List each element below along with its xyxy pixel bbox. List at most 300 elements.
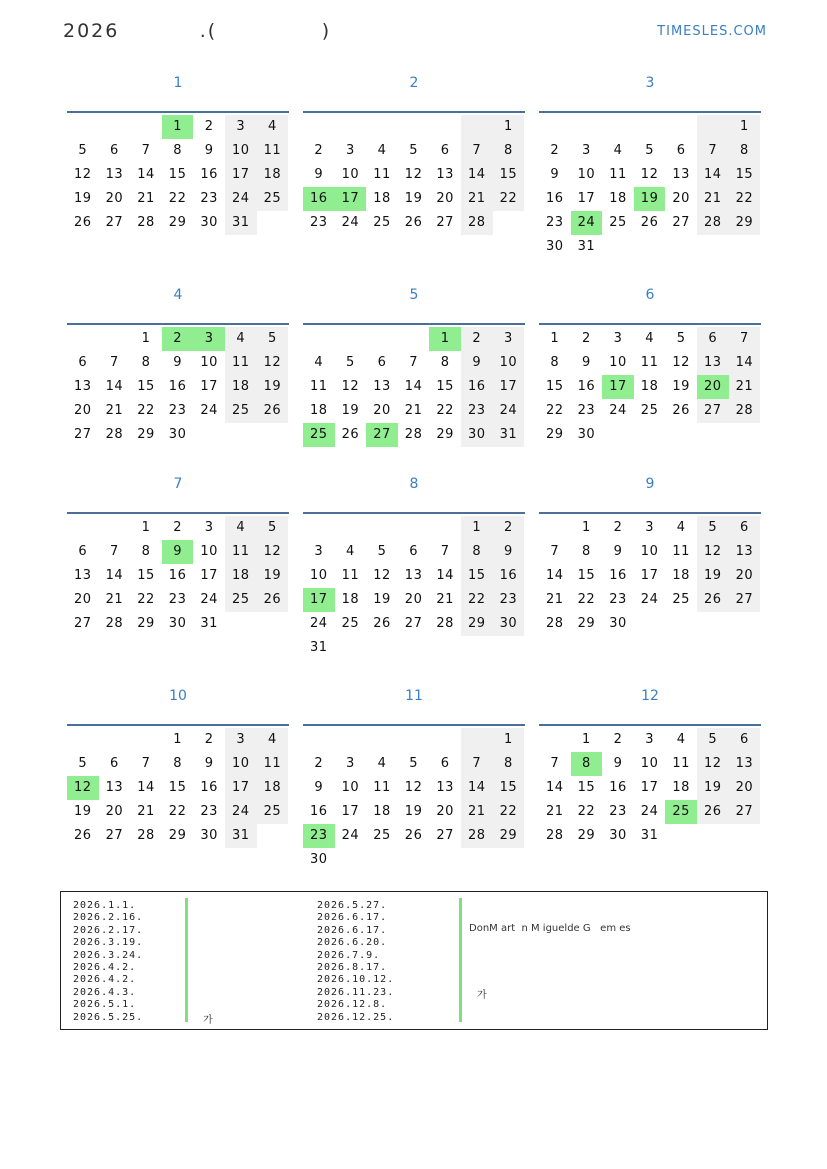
day-cell: 1: [141, 331, 151, 346]
day-cell: 21: [105, 592, 124, 607]
day-cell: 7: [461, 139, 493, 163]
day-cell: 12: [404, 780, 423, 795]
day-cell: 30: [461, 423, 493, 447]
day-cell: 29: [729, 211, 761, 235]
holiday-marker-bar-left: [185, 898, 188, 1022]
day-cell: 1: [582, 520, 591, 535]
day-cell: 3: [493, 327, 525, 351]
day-cell: 29: [137, 427, 155, 442]
day-cell: 25: [225, 588, 257, 612]
holiday-date: 2026.10.12.: [317, 974, 395, 986]
month-divider: [303, 512, 525, 514]
day-cell: 21: [461, 800, 493, 824]
month-divider: [67, 724, 289, 726]
day-cell: 10: [225, 139, 257, 163]
day-cell: 2: [204, 732, 214, 747]
day-cell-empty: [366, 516, 398, 540]
day-cell-empty: [303, 728, 335, 752]
month-day-grid: [67, 115, 288, 235]
day-cell: 20: [105, 804, 124, 819]
day-cell: 20: [373, 403, 391, 418]
day-cell: 15: [436, 379, 454, 394]
day-cell-empty: [303, 115, 335, 139]
day-cell: 1: [729, 115, 761, 139]
day-cell: 22: [168, 191, 187, 206]
day-cell: 10: [200, 355, 218, 370]
day-cell: 21: [105, 403, 124, 418]
day-cell: 9: [613, 756, 623, 771]
day-cell: 28: [461, 824, 493, 848]
day-cell: 18: [341, 592, 360, 607]
day-cell: 22: [168, 804, 187, 819]
day-cell: 9: [204, 756, 214, 771]
month-day-grid: [303, 327, 524, 447]
day-cell: 5: [676, 331, 686, 346]
day-cell: 3: [314, 544, 324, 559]
day-cell: 6: [78, 544, 88, 559]
day-cell: 11: [225, 540, 257, 564]
day-cell: 17: [200, 379, 218, 394]
day-cell-holiday: 23: [303, 824, 335, 848]
day-cell: 8: [461, 540, 493, 564]
day-cell: 12: [640, 167, 659, 182]
day-cell: 27: [436, 828, 454, 843]
day-cell: 26: [74, 828, 92, 843]
day-cell: 25: [373, 828, 391, 843]
holiday-date: 2026.3.24.: [73, 949, 144, 961]
day-cell: 15: [168, 167, 187, 182]
month-day-grid: [303, 115, 524, 235]
day-cell: 4: [377, 756, 387, 771]
day-cell: 28: [137, 215, 155, 230]
day-cell-holiday: 1: [162, 115, 194, 139]
day-cell: 17: [225, 776, 257, 800]
day-cell: 1: [141, 520, 151, 535]
holiday-date: 2026.12.25.: [317, 1011, 395, 1023]
day-cell: 13: [436, 780, 454, 795]
holiday-date: 2026.4.2.: [73, 974, 137, 986]
day-cell: 4: [377, 143, 387, 158]
day-cell: 31: [577, 239, 596, 254]
day-cell: 30: [493, 612, 525, 636]
day-cell: 22: [436, 403, 454, 418]
day-cell: 21: [137, 191, 155, 206]
day-cell: 9: [314, 167, 324, 182]
day-cell: 9: [204, 143, 214, 158]
day-cell-holiday: 12: [67, 776, 99, 800]
day-cell: 23: [493, 588, 525, 612]
day-cell: 19: [74, 804, 92, 819]
day-cell: 19: [257, 375, 289, 399]
day-cell: 6: [729, 516, 761, 540]
day-cell: 30: [200, 215, 218, 230]
day-cell: 26: [74, 215, 92, 230]
day-cell: 25: [257, 187, 289, 211]
day-cell: 6: [729, 728, 761, 752]
day-cell: 10: [640, 544, 659, 559]
day-cell: 26: [672, 403, 690, 418]
day-cell: 26: [404, 215, 423, 230]
holiday-date: 2026.6.17.: [317, 924, 388, 936]
day-cell-empty: [335, 728, 367, 752]
month-day-grid: [539, 728, 760, 848]
day-cell: 23: [546, 215, 564, 230]
holiday-date: 2026.8.17.: [317, 962, 388, 974]
day-cell-holiday: 19: [634, 187, 666, 211]
day-cell: 13: [729, 540, 761, 564]
day-cell: 28: [105, 616, 124, 631]
day-cell: 23: [168, 403, 187, 418]
day-cell: 31: [640, 828, 659, 843]
day-cell: 10: [341, 780, 360, 795]
day-cell: 26: [697, 800, 729, 824]
day-cell: 2: [582, 331, 591, 346]
day-cell: 25: [341, 616, 360, 631]
day-cell: 22: [577, 804, 596, 819]
day-cell: 30: [546, 239, 564, 254]
day-cell: 25: [257, 800, 289, 824]
day-cell: 11: [225, 351, 257, 375]
day-cell-empty: [398, 728, 430, 752]
day-cell: 26: [257, 588, 289, 612]
month-divider: [303, 111, 525, 113]
month-divider: [67, 323, 289, 325]
day-cell: 2: [314, 756, 324, 771]
day-cell: 19: [373, 592, 391, 607]
day-cell: 19: [341, 403, 360, 418]
day-cell: 9: [550, 167, 560, 182]
day-cell-empty: [67, 115, 99, 139]
day-cell: 13: [74, 568, 92, 583]
day-cell-empty: [366, 728, 398, 752]
day-cell: 27: [105, 215, 124, 230]
day-cell: 22: [493, 800, 525, 824]
day-cell: 14: [729, 351, 761, 375]
day-cell: 27: [404, 616, 423, 631]
day-cell: 22: [577, 592, 596, 607]
holiday-note-right-1: DonM art n M iguelde G em es: [469, 923, 631, 934]
month-title: 1: [173, 75, 183, 91]
day-cell-empty: [461, 728, 493, 752]
day-cell: 18: [672, 780, 690, 795]
day-cell: 1: [493, 115, 525, 139]
day-cell: 6: [697, 327, 729, 351]
day-cell-holiday: 27: [366, 423, 398, 447]
day-cell: 12: [672, 355, 690, 370]
day-cell-empty: [67, 327, 99, 351]
month-day-grid: [539, 115, 760, 259]
day-cell: 7: [409, 355, 418, 370]
day-cell: 8: [440, 355, 450, 370]
day-cell: 23: [577, 403, 596, 418]
day-cell: 19: [697, 564, 729, 588]
day-cell: 15: [137, 379, 155, 394]
day-cell: 2: [613, 732, 623, 747]
day-cell: 14: [546, 568, 564, 583]
day-cell: 4: [676, 732, 686, 747]
day-cell: 3: [204, 520, 214, 535]
day-cell: 10: [200, 544, 218, 559]
day-cell: 6: [377, 355, 387, 370]
day-cell: 16: [168, 568, 187, 583]
day-cell: 5: [409, 756, 418, 771]
day-cell: 8: [141, 355, 151, 370]
day-cell: 5: [377, 544, 387, 559]
day-cell: 13: [74, 379, 92, 394]
day-cell: 4: [676, 520, 686, 535]
day-cell: 25: [672, 592, 690, 607]
day-cell: 5: [346, 355, 355, 370]
day-cell: 18: [373, 804, 391, 819]
day-cell: 14: [105, 568, 124, 583]
day-cell: 11: [373, 780, 391, 795]
day-cell: 9: [173, 355, 182, 370]
day-cell-empty: [335, 327, 367, 351]
day-cell: 17: [200, 568, 218, 583]
day-cell: 17: [341, 804, 360, 819]
month-title: 6: [645, 287, 655, 303]
month-divider: [539, 111, 761, 113]
day-cell: 21: [546, 804, 564, 819]
day-cell: 31: [225, 211, 257, 235]
day-cell: 24: [225, 187, 257, 211]
day-cell: 2: [314, 143, 324, 158]
day-cell: 17: [493, 375, 525, 399]
holiday-list-box: [60, 891, 768, 1030]
day-cell-empty: [99, 516, 131, 540]
day-cell: 7: [440, 544, 450, 559]
day-cell: 5: [697, 728, 729, 752]
day-cell: 17: [225, 163, 257, 187]
day-cell: 16: [200, 167, 218, 182]
day-cell: 24: [640, 592, 659, 607]
day-cell: 6: [440, 143, 450, 158]
day-cell: 10: [493, 351, 525, 375]
day-cell: 8: [550, 355, 560, 370]
day-cell-empty: [99, 115, 131, 139]
day-cell: 20: [436, 804, 454, 819]
day-cell: 30: [310, 852, 328, 867]
holiday-list-left: [73, 900, 143, 1024]
day-cell: 7: [550, 544, 560, 559]
day-cell: 18: [373, 191, 391, 206]
month-title: 12: [641, 688, 659, 704]
day-cell: 5: [78, 143, 88, 158]
day-cell: 29: [546, 427, 564, 442]
day-cell-empty: [303, 327, 335, 351]
day-cell: 16: [461, 375, 493, 399]
day-cell: 22: [729, 187, 761, 211]
day-cell: 15: [137, 568, 155, 583]
holiday-date: 2026.5.1.: [73, 999, 137, 1011]
day-cell: 18: [225, 375, 257, 399]
day-cell: 30: [577, 427, 596, 442]
day-cell: 14: [461, 776, 493, 800]
holiday-date: 2026.4.2.: [73, 962, 137, 974]
day-cell: 20: [729, 776, 761, 800]
day-cell-holiday: 16: [303, 187, 335, 211]
day-cell: 6: [110, 756, 119, 771]
day-cell: 15: [493, 163, 525, 187]
day-cell-holiday: 25: [665, 800, 697, 824]
day-cell-empty: [571, 115, 603, 139]
day-cell: 21: [729, 375, 761, 399]
day-cell: 10: [225, 752, 257, 776]
month-divider: [303, 724, 525, 726]
day-cell: 24: [200, 592, 218, 607]
day-cell: 15: [493, 776, 525, 800]
day-cell-empty: [398, 327, 430, 351]
day-cell: 3: [613, 331, 623, 346]
day-cell: 30: [609, 828, 627, 843]
day-cell: 16: [200, 780, 218, 795]
day-cell: 2: [461, 327, 493, 351]
day-cell-holiday: 24: [571, 211, 603, 235]
day-cell: 1: [173, 732, 182, 747]
day-cell: 6: [440, 756, 450, 771]
day-cell: 4: [257, 115, 289, 139]
day-cell: 28: [137, 828, 155, 843]
day-cell: 21: [404, 403, 423, 418]
day-cell: 23: [609, 592, 627, 607]
day-cell: 18: [257, 776, 289, 800]
month-day-grid: [539, 516, 760, 636]
day-cell: 12: [341, 379, 360, 394]
day-cell: 27: [105, 828, 124, 843]
day-cell: 1: [493, 728, 525, 752]
day-cell: 16: [310, 804, 328, 819]
holiday-note-right-2: 가: [477, 990, 487, 1001]
day-cell: 16: [546, 191, 564, 206]
day-cell: 4: [225, 327, 257, 351]
day-cell-empty: [398, 115, 430, 139]
day-cell: 7: [141, 143, 151, 158]
day-cell: 21: [137, 804, 155, 819]
day-cell-empty: [429, 115, 461, 139]
day-cell: 23: [310, 215, 328, 230]
day-cell: 18: [310, 403, 328, 418]
day-cell-empty: [429, 728, 461, 752]
day-cell: 24: [200, 403, 218, 418]
month-title: 2: [409, 75, 419, 91]
day-cell: 24: [341, 215, 360, 230]
holiday-date: 2026.4.3.: [73, 986, 137, 998]
day-cell: 26: [373, 616, 391, 631]
day-cell: 9: [461, 351, 493, 375]
day-cell: 26: [640, 215, 659, 230]
day-cell-empty: [366, 115, 398, 139]
day-cell: 30: [609, 616, 627, 631]
day-cell: 29: [493, 824, 525, 848]
day-cell: 15: [461, 564, 493, 588]
day-cell: 13: [672, 167, 690, 182]
day-cell: 16: [577, 379, 596, 394]
day-cell: 27: [436, 215, 454, 230]
month-day-grid: [539, 327, 760, 447]
day-cell: 19: [672, 379, 690, 394]
month-title: 10: [169, 688, 187, 704]
day-cell: 5: [697, 516, 729, 540]
holiday-date: 2026.6.20.: [317, 937, 388, 949]
day-cell: 5: [409, 143, 418, 158]
day-cell: 19: [697, 776, 729, 800]
day-cell: 14: [461, 163, 493, 187]
day-cell: 20: [404, 592, 423, 607]
day-cell: 21: [436, 592, 454, 607]
day-cell: 20: [672, 191, 690, 206]
month-title: 3: [645, 75, 655, 91]
day-cell: 27: [74, 427, 92, 442]
day-cell: 28: [436, 616, 454, 631]
day-cell-empty: [539, 516, 571, 540]
day-cell-holiday: 1: [429, 327, 461, 351]
day-cell: 29: [436, 427, 454, 442]
day-cell: 31: [225, 824, 257, 848]
day-cell: 8: [173, 143, 182, 158]
holiday-date: 2026.11.23.: [317, 986, 395, 998]
day-cell-holiday: 20: [697, 375, 729, 399]
day-cell: 28: [461, 211, 493, 235]
day-cell: 4: [225, 516, 257, 540]
day-cell: 15: [168, 780, 187, 795]
holiday-marker-bar-right: [459, 898, 462, 1022]
day-cell-holiday: 2: [162, 327, 194, 351]
day-cell: 14: [404, 379, 423, 394]
day-cell: 21: [546, 592, 564, 607]
day-cell: 31: [200, 616, 218, 631]
day-cell: 11: [640, 355, 659, 370]
day-cell: 16: [609, 568, 627, 583]
month-divider: [539, 512, 761, 514]
day-cell: 13: [105, 780, 124, 795]
day-cell: 29: [577, 616, 596, 631]
day-cell: 31: [493, 423, 525, 447]
day-cell: 17: [577, 191, 596, 206]
day-cell: 21: [697, 187, 729, 211]
month-divider: [67, 111, 289, 113]
day-cell-empty: [665, 115, 697, 139]
day-cell: 30: [168, 427, 187, 442]
day-cell: 17: [640, 780, 659, 795]
day-cell: 2: [613, 520, 623, 535]
day-cell: 24: [493, 399, 525, 423]
month-day-grid: [67, 516, 288, 636]
day-cell: 11: [672, 544, 690, 559]
day-cell: 7: [550, 756, 560, 771]
month-title: 4: [173, 287, 183, 303]
day-cell-holiday: 9: [162, 540, 194, 564]
day-cell-empty: [130, 115, 162, 139]
day-cell: 10: [577, 167, 596, 182]
day-cell: 25: [373, 215, 391, 230]
holiday-date: 2026.5.25.: [73, 1011, 144, 1023]
holiday-list-right: [317, 900, 394, 1024]
day-cell: 31: [310, 640, 328, 655]
day-cell: 26: [257, 399, 289, 423]
brand-link[interactable]: TIMESLES.COM: [657, 24, 767, 39]
day-cell: 20: [105, 191, 124, 206]
day-cell: 12: [257, 540, 289, 564]
day-cell: 13: [404, 568, 423, 583]
day-cell: 19: [404, 191, 423, 206]
day-cell: 8: [493, 139, 525, 163]
day-cell: 29: [577, 828, 596, 843]
month-day-grid: [303, 516, 524, 660]
day-cell: 26: [341, 427, 360, 442]
day-cell: 28: [546, 828, 564, 843]
day-cell-empty: [697, 115, 729, 139]
day-cell: 29: [168, 828, 187, 843]
